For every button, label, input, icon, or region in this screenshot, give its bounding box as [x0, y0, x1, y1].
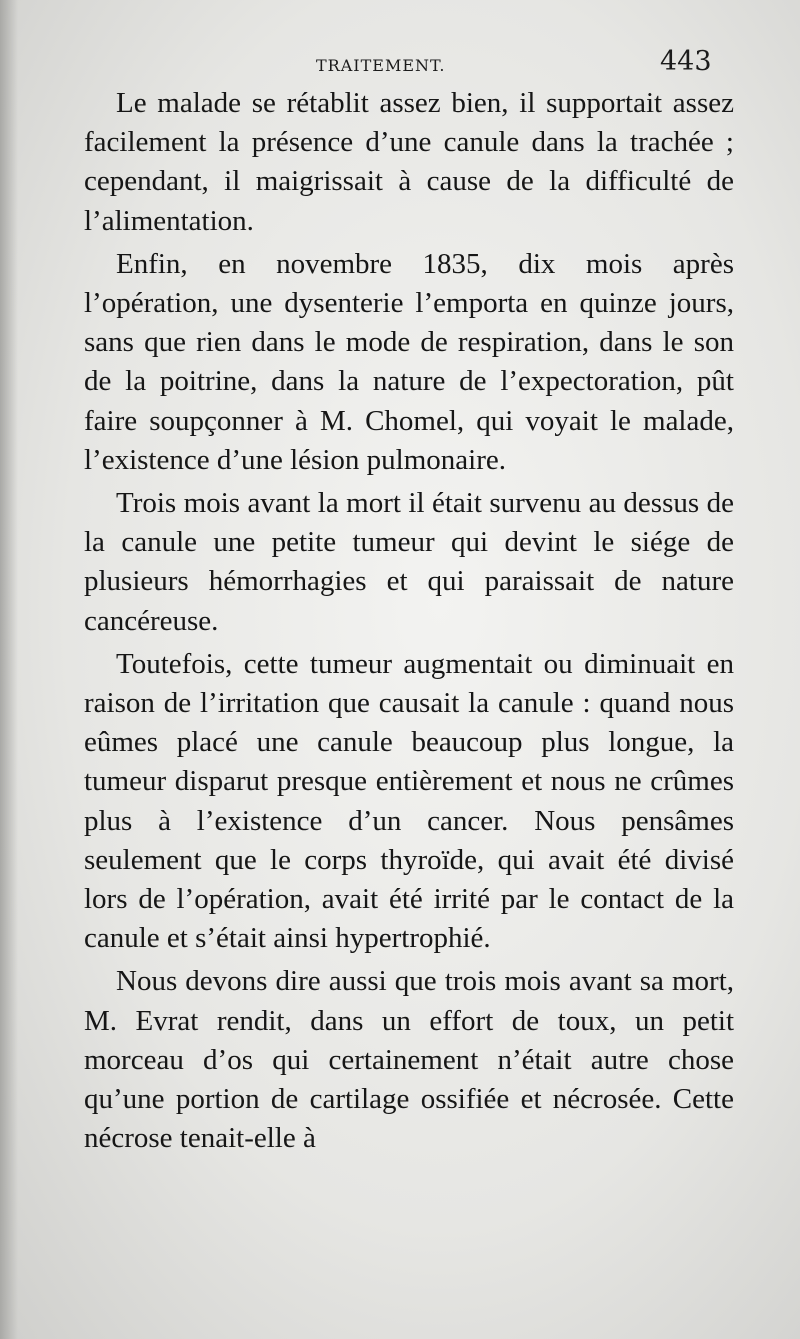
paragraph-1: Le malade se rétablit assez bien, il supportait assez facilement la présence d’une canule dans la trachée ; cependant, il maigrissait à cause de la difficulté de l’alimentation. [84, 87, 734, 237]
running-head [0, 46, 800, 82]
paragraph-4: Toutefois, cette tumeur augmentait ou diminuait en raison de l’irritation que causait la canule : quand nous eûmes placé une canule beaucoup plus longue, la tumeur disparut presque entièrement et nous ne crûmes plus à l’existence d’un cancer. Nous pensâmes seulement que le corps thyroïde, qui avait été divisé lors de l’opération, avait été irrité par le contact de la canule et s’était ainsi hypertrophié. [84, 647, 734, 955]
paragraph-5: Nous devons dire aussi que trois mois avant sa mort, M. Evrat rendit, dans un effort de toux, un petit morceau d’os qui certainement n’était autre chose qu’une portion de cartilage ossifiée et nécrosée. Cette nécrose tenait-elle à [84, 965, 734, 1155]
paragraph-3: Trois mois avant la mort il était survenu au dessus de la canule une petite tumeur qui devint le siége de plusieurs hémorrhagies et qui paraissait de nature cancéreuse. [84, 487, 734, 637]
page-number: 443 [660, 46, 712, 77]
paragraph-2: Enfin, en novembre 1835, dix mois après l’opération, une dysenterie l’emporta en quinze jours, sans que rien dans le mode de respiration, dans le son de la poitrine, dans la nature de l’expectoration, pût faire soupçonner à M. Chomel, qui voyait le malade, l’existence d’une lésion pulmonaire. [84, 247, 734, 476]
body-text [84, 84, 734, 1158]
running-title: TRAITEMENT. [316, 56, 446, 75]
gutter-shadow [0, 0, 18, 1339]
